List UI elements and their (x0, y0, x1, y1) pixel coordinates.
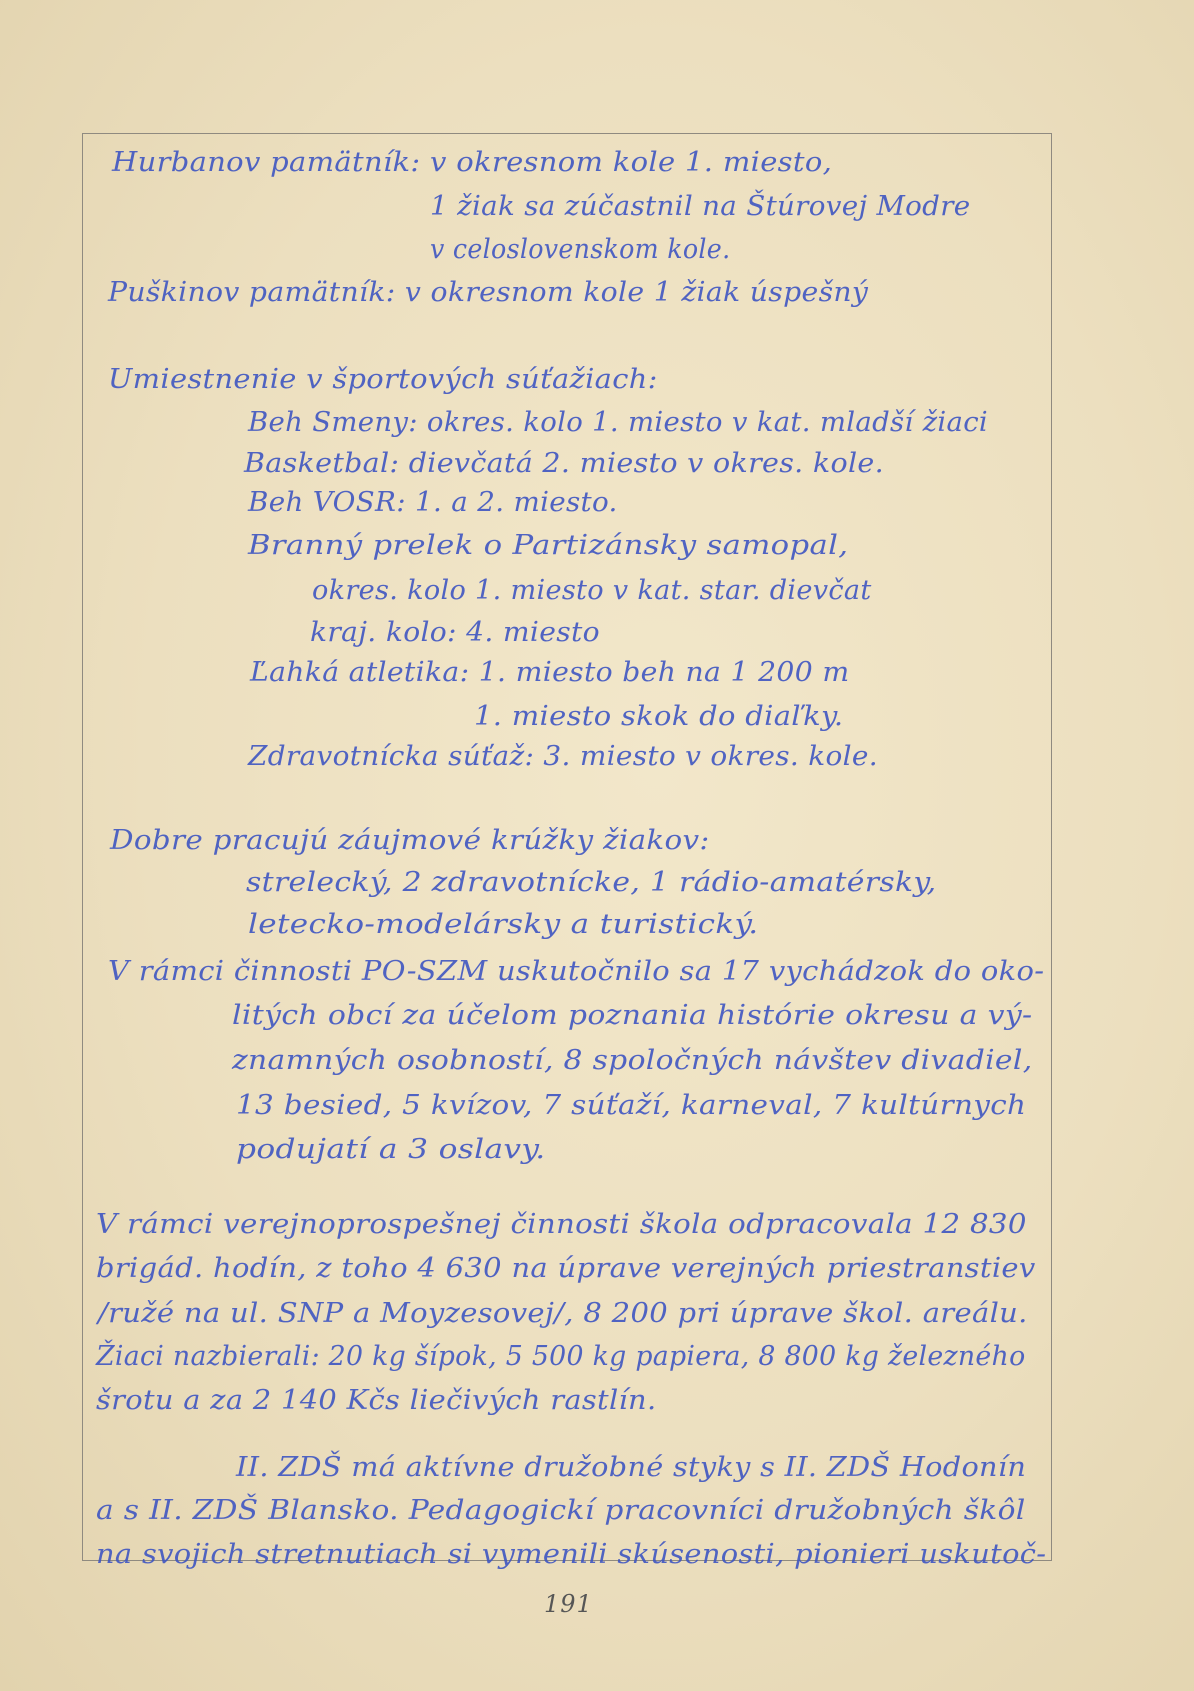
text-line: Dobre pracujú záujmové krúžky žiakov: (110, 825, 710, 856)
text-line: Beh VOSR: 1. a 2. miesto. (248, 487, 618, 518)
text-line: /ružé na ul. SNP a Moyzesovej/, 8 200 pri úprave škol. areálu. (98, 1298, 1028, 1329)
text-line: v celoslovenskom kole. (430, 234, 731, 265)
text-line: okres. kolo 1. miesto v kat. star. dievčat (312, 575, 872, 606)
text-line: letecko-modelársky a turistický. (248, 909, 759, 940)
text-line: Ľahká atletika: 1. miesto beh na 1 200 m (250, 657, 850, 688)
text-line: Puškinov pamätník: v okresnom kole 1 žiak úspešný (108, 277, 869, 308)
text-line: 1 žiak sa zúčastnil na Štúrovej Modre (430, 191, 971, 222)
text-line: strelecký, 2 zdravotnícke, 1 rádio-amatérsky, (246, 867, 937, 898)
text-line: 13 besied, 5 kvízov, 7 súťaží, karneval, 7 kultúrnych (236, 1090, 1027, 1121)
page-number: 191 (544, 1590, 593, 1618)
text-line: znamných osobností, 8 spoločných návštev divadiel, (232, 1045, 1033, 1076)
text-line: 1. miesto skok do diaľky. (474, 701, 844, 732)
text-line: Umiestnenie v športových súťažiach: (108, 364, 658, 395)
text-line: brigád. hodín, z toho 4 630 na úprave verejných priestranstiev (96, 1253, 1036, 1284)
text-line: Zdravotnícka súťaž: 3. miesto v okres. kole. (248, 741, 878, 772)
text-line: V rámci činnosti PO-SZM uskutočnilo sa 17 vychádzok do oko- (108, 956, 1045, 987)
text-line: V rámci verejnoprospešnej činnosti škola odpracovala 12 830 (96, 1209, 1027, 1240)
text-line: litých obcí za účelom poznania histórie okresu a vý- (232, 1000, 1033, 1031)
text-line: šrotu a za 2 140 Kčs liečivých rastlín. (96, 1385, 657, 1416)
text-line: II. ZDŠ má aktívne družobné styky s II. ZDŠ Hodonín (236, 1452, 1027, 1483)
text-line: na svojich stretnutiach si vymenili skúsenosti, pionieri uskutoč- (96, 1539, 1047, 1570)
text-line: Žiaci nazbierali: 20 kg šípok, 5 500 kg papiera, 8 800 kg železného (96, 1341, 1026, 1372)
text-line: a s II. ZDŠ Blansko. Pedagogickí pracovníci družobných škôl (96, 1495, 1026, 1526)
text-line: Branný prelek o Partizánsky samopal, (248, 530, 849, 561)
text-line: podujatí a 3 oslavy. (236, 1134, 546, 1165)
text-line: Hurbanov pamätník: v okresnom kole 1. miesto, (112, 147, 833, 178)
text-line: kraj. kolo: 4. miesto (310, 617, 600, 648)
text-line: Basketbal: dievčatá 2. miesto v okres. kole. (244, 448, 885, 479)
text-line: Beh Smeny: okres. kolo 1. miesto v kat. mladší žiaci (248, 407, 989, 438)
